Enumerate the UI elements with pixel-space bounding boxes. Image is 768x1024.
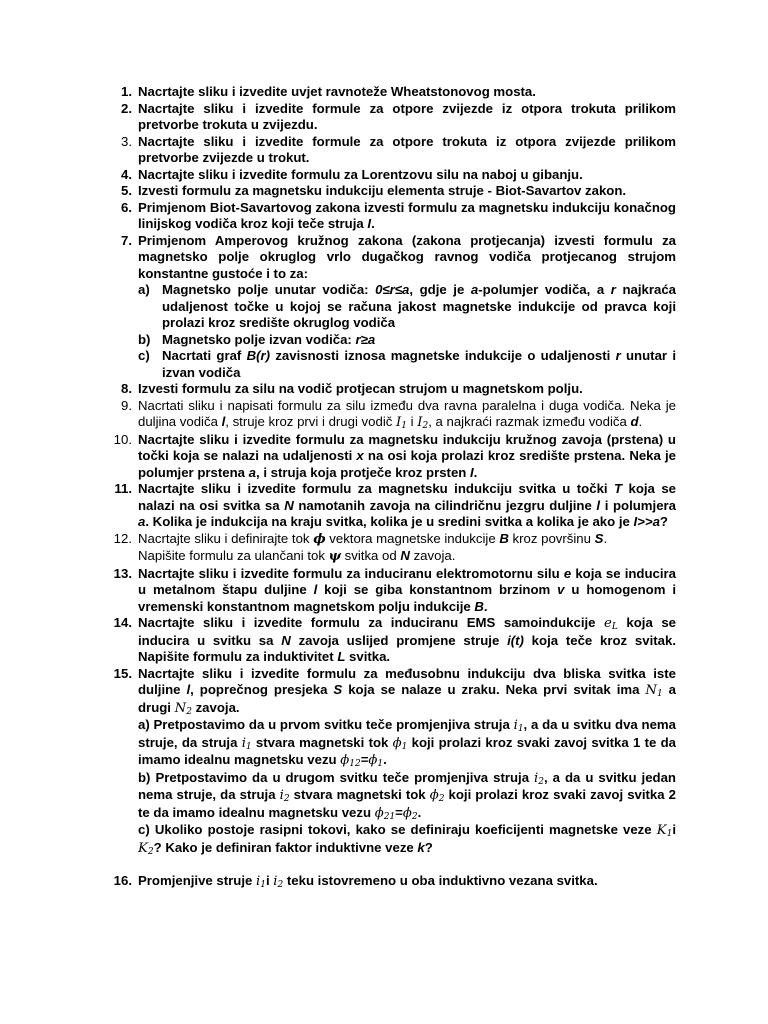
math-subscript: 2	[186, 706, 192, 717]
math-subscript: 1	[245, 741, 252, 752]
question-text: c) Ukoliko postoje rasipni tokovi, kako se definiraju koeficijenti magnetske veze	[138, 822, 657, 837]
math-subscript: 2	[538, 776, 544, 787]
question-text: Nacrtajte sliku i izvedite formulu za induciranu elektromotornu silu	[138, 565, 564, 581]
question-number: 11.	[114, 481, 132, 496]
question-item	[110, 432, 676, 482]
math-symbol: B	[474, 598, 484, 614]
question-text: Nacrtajte sliku i definirajte tok	[138, 530, 314, 546]
math-symbol: l	[596, 497, 601, 513]
math-symbol: v	[557, 582, 565, 597]
question-text: , struje kroz prvi i drugi vodič	[225, 414, 397, 429]
question-text: namotanih zavoja na cilindričnu jezgru duljine	[293, 497, 597, 513]
math-symbol: l	[313, 582, 318, 597]
math-symbol: e	[604, 616, 612, 631]
math-symbol: r	[615, 348, 621, 363]
question-number: 13.	[113, 565, 132, 581]
math-subscript: 1	[666, 829, 673, 839]
math-symbol: N	[400, 548, 410, 563]
subquestion-text: najkraća udaljenost točke u kojoj se računa jakost magnetske indukcije od pravca koji prolazi kroz središte okruglog vodiča	[162, 282, 676, 330]
subquestion-text: unutar i izvan vodiča	[162, 348, 676, 380]
question-item	[110, 134, 676, 167]
math-symbol: i	[273, 874, 278, 889]
math-symbol: i(t)	[507, 632, 524, 648]
question-text: i polumjera	[600, 497, 677, 513]
question-text: svitka.	[345, 649, 391, 664]
question-text: Nacrtati sliku i napisati formulu za silu između dva ravna paralelna i duga vodiča. Neka je duljina vodiča	[138, 397, 676, 429]
question-item	[110, 233, 676, 382]
math-symbol: k	[417, 839, 425, 855]
math-operator: .	[417, 804, 422, 820]
question-text: svitka od	[341, 548, 401, 563]
math-operator: =	[360, 752, 369, 767]
math-symbol: I	[396, 415, 402, 430]
question-text: zavoja uslijed promjene struje	[290, 632, 508, 648]
question-mark: ?	[659, 514, 668, 529]
math-symbol: i	[279, 788, 284, 803]
question-text: Nacrtajte sliku i izvedite formulu za induciranu EMS samoindukcije	[138, 615, 605, 630]
question-text: i	[672, 822, 676, 837]
math-subscript: 1	[656, 689, 663, 699]
math-symbol: l	[221, 414, 226, 429]
question-number: 5.	[121, 183, 132, 198]
question-text: koja se nalazi na osi svitka sa	[138, 481, 676, 513]
question-text: .	[483, 598, 488, 614]
math-symbol: K	[138, 840, 148, 856]
math-symbol: ϕ	[374, 805, 384, 821]
question-text: a) Pretpostavimo da u prvom svitku teče promjenjiva struja	[138, 717, 514, 732]
math-subscript: 2	[438, 794, 445, 804]
math-symbol: ϕ	[402, 805, 412, 821]
math-symbol: I	[470, 464, 474, 480]
question-item	[110, 101, 676, 134]
question-text: u homogenom i vremenski konstantnom magnetskom polju indukcije	[138, 582, 676, 614]
math-symbol: I	[417, 415, 423, 430]
math-subscript: 1	[401, 741, 408, 752]
question-text: Nacrtajte sliku i izvedite formulu za međusobnu indukciju dva bliska svitka iste duljine	[138, 665, 676, 697]
math-symbol: L	[337, 649, 346, 664]
question-text: Nacrtajte sliku i izvedite formulu za magnetsku indukciju kružnog zavoja (prstena) u točki koja se nalazi na udaljenosti	[138, 431, 676, 463]
question-number: 9.	[121, 397, 132, 413]
question-paragraph	[138, 548, 676, 566]
math-symbol: I	[367, 216, 372, 231]
math-symbol: ϕ	[392, 735, 402, 751]
question-text: koja teče kroz svitak. Napišite formulu za induktivitet	[138, 632, 676, 664]
question-item	[110, 566, 676, 616]
question-text: koja se inducira u svitku sa	[138, 615, 676, 648]
question-item	[110, 873, 676, 891]
subquestion-item	[138, 348, 676, 381]
subquestion-text: Magnetsko polje unutar vodiča:	[162, 282, 376, 297]
math-subscript: 1	[401, 421, 407, 431]
math-symbol: i	[256, 874, 261, 889]
question-number: 8.	[121, 381, 132, 396]
question-number: 10.	[113, 431, 132, 447]
question-text: .	[371, 216, 375, 231]
math-symbol: x	[356, 448, 364, 463]
question-text: Nacrtajte sliku i izvedite formule za otpore trokuta iz otpora zvijezde prilikom pretvorbe zvijezde u trokut.	[138, 133, 676, 165]
exam-question-list	[110, 84, 676, 891]
question-text: stvara magnetski tok	[251, 734, 393, 750]
question-number: 14.	[113, 615, 132, 630]
math-symbol: T	[614, 481, 623, 496]
subquestion-list	[138, 282, 676, 381]
question-text: , poprečnog presjeka	[190, 682, 334, 697]
math-symbol: r≥a	[355, 331, 376, 347]
math-symbol: I>>a	[633, 514, 660, 529]
question-item	[110, 666, 676, 858]
math-symbol: S	[333, 682, 343, 697]
math-symbol: B(r)	[246, 348, 271, 363]
math-subscript: 2	[283, 794, 290, 804]
question-text: , a da u svitku jedan nema struje, da struja	[138, 769, 676, 802]
question-item	[110, 84, 676, 101]
question-text: .	[638, 414, 643, 429]
math-symbol: i	[241, 735, 246, 751]
math-symbol: ϕ	[368, 753, 378, 768]
math-symbol: S	[594, 530, 604, 546]
question-text: koji se giba konstantnom brzinom	[317, 582, 558, 597]
math-symbol: a	[470, 282, 479, 297]
question-number: 15.	[113, 665, 132, 681]
math-symbol: d	[630, 414, 639, 429]
question-text: Nacrtajte sliku i izvedite formule za otpore zvijezde iz otpora trokuta prilikom pretvorbe trokuta u zvijezdu.	[138, 100, 676, 132]
question-text: kroz površinu	[508, 530, 595, 546]
question-text: a drugi	[138, 682, 677, 715]
question-text: Nacrtajte sliku i izvedite formulu za Lorentzovu silu na naboj u gibanju.	[138, 166, 583, 182]
question-text: , a da u svitku dva nema struje, da struja	[138, 717, 676, 750]
math-operator: .	[383, 752, 387, 767]
math-symbol: ψ	[328, 549, 342, 564]
question-text: ?	[424, 839, 433, 855]
question-text: b) Pretpostavimo da u drugom svitku teče promjenjiva struja	[138, 769, 535, 785]
question-text: .	[473, 464, 478, 480]
question-text: Izvesti formulu za silu na vodič protjecan strujom u magnetskom polju.	[138, 381, 583, 396]
question-text: zavoja.	[409, 548, 456, 563]
math-symbol: N	[284, 497, 294, 513]
question-number: 2.	[121, 100, 132, 116]
question-paragraph-c	[138, 822, 676, 857]
subquestion-label: b)	[138, 331, 151, 347]
subquestion-label: a)	[138, 282, 150, 297]
question-text: koja se inducira u metalnom štapu duljine	[138, 565, 677, 597]
math-symbol: N	[174, 700, 187, 716]
question-text: , i struja koja protječe kroz prsten	[256, 464, 470, 480]
subquestion-text: Nacrtati graf	[162, 348, 247, 363]
question-number: 4.	[121, 166, 132, 182]
math-subscript: 1	[377, 759, 384, 769]
question-text: vektora magnetske indukcije	[325, 530, 500, 546]
question-number: 12.	[113, 530, 132, 546]
question-text: koja se nalaze u zraku. Neka prvi svitak ima	[342, 682, 646, 697]
subquestion-text: -polumjer vodiča, a	[478, 282, 611, 297]
question-paragraph-b	[138, 770, 676, 823]
question-text: teku istovremeno u oba induktivno vezana svitka.	[283, 873, 598, 888]
math-subscript: 1	[260, 880, 266, 890]
math-symbol: a	[138, 514, 146, 529]
question-text: i	[406, 414, 418, 429]
math-symbol: 0≤r≤a	[375, 282, 410, 297]
question-item	[110, 531, 676, 566]
question-item	[110, 183, 676, 200]
question-text: Nacrtajte sliku i izvedite uvjet ravnoteže Wheatstonovog mosta.	[138, 84, 536, 99]
math-subscript: 2	[147, 846, 154, 857]
math-symbol: N	[645, 683, 657, 698]
subquestion-text: Magnetsko polje izvan vodiča:	[162, 331, 356, 347]
question-item	[110, 200, 676, 233]
math-subscript: 12	[349, 759, 361, 769]
math-subscript: L	[611, 622, 618, 632]
math-symbol: i	[534, 770, 539, 786]
math-symbol: K	[656, 823, 667, 838]
question-text: Primjenom Biot-Savartovog zakona izvesti formulu za magnetsku indukciju konačnog linijskog vodiča kroz koji teče struja	[138, 199, 676, 231]
question-text: i	[265, 873, 274, 888]
math-symbol: e	[563, 565, 572, 581]
question-text: Izvesti formulu za magnetsku indukciju elementa struje - Biot-Savartov zakon.	[138, 183, 627, 198]
question-text: koji prolazi kroz svaki zavoj svitka 1 te da imamo idealnu magnetsku vezu	[138, 734, 676, 767]
question-number: 1.	[121, 84, 132, 99]
math-symbol: B	[499, 530, 509, 546]
math-subscript: 2	[277, 880, 284, 890]
math-symbol: N	[281, 632, 291, 648]
question-text: . Kolika je indukcija na kraju svitka, kolika je u sredini svitka a kolika je ako je	[145, 514, 634, 529]
math-subscript: 2	[422, 421, 429, 431]
question-text: , a najkraći razmak između vodiča	[428, 414, 631, 429]
question-item	[110, 398, 676, 432]
subquestion-text: , gdje je	[409, 282, 471, 297]
math-symbol: ϕ	[340, 753, 350, 768]
question-text: Primjenom Amperovog kružnog zakona (zakona protjecanja) izvesti formulu za magnetsko polje okruglog vrlo dugačkog ravnog vodiča protjecanog strujom konstantne gustoće i to za:	[138, 232, 676, 281]
question-text: Nacrtajte sliku i izvedite formulu za magnetsku indukciju svitka u točki	[138, 481, 615, 496]
question-text: koji prolazi kroz svaki zavoj svitka 2 te da imamo idealnu magnetsku vezu	[138, 787, 676, 820]
math-symbol: l	[186, 682, 191, 697]
math-symbol: ϕ	[313, 531, 326, 547]
question-number: 7.	[121, 232, 132, 248]
math-symbol: i	[513, 718, 518, 733]
subquestion-label: c)	[138, 348, 150, 363]
math-symbol: r	[610, 282, 616, 297]
math-subscript: 1	[517, 724, 524, 734]
question-item	[110, 381, 676, 398]
question-text: zavoja.	[191, 699, 240, 715]
math-operator: =	[395, 804, 403, 820]
math-subscript: 2	[411, 811, 418, 822]
question-item	[110, 615, 676, 666]
question-number: 6.	[121, 199, 132, 215]
subquestion-item	[138, 332, 676, 349]
question-text: .	[603, 530, 608, 546]
question-text: Promjenjive struje	[138, 873, 256, 888]
math-symbol: ϕ	[429, 788, 439, 803]
question-item	[110, 481, 676, 531]
question-number: 3.	[121, 133, 132, 149]
question-number: 16.	[113, 873, 132, 888]
spacer	[110, 857, 676, 873]
math-symbol: a	[248, 464, 256, 480]
question-text: stvara magnetski tok	[289, 787, 430, 802]
math-subscript: 21	[383, 811, 396, 822]
question-item	[110, 167, 676, 184]
question-text: Napišite formulu za ulančani tok	[138, 548, 329, 563]
question-text: na osi koja prolazi kroz središte prstena. Neka je polumjer prstena	[138, 448, 676, 480]
subquestion-item	[138, 282, 676, 332]
question-paragraph-a	[138, 717, 676, 770]
question-text: ? Kako je definiran faktor induktivne veze	[153, 839, 418, 855]
subquestion-text: zavisnosti iznosa magnetske indukcije o udaljenosti	[270, 348, 616, 363]
